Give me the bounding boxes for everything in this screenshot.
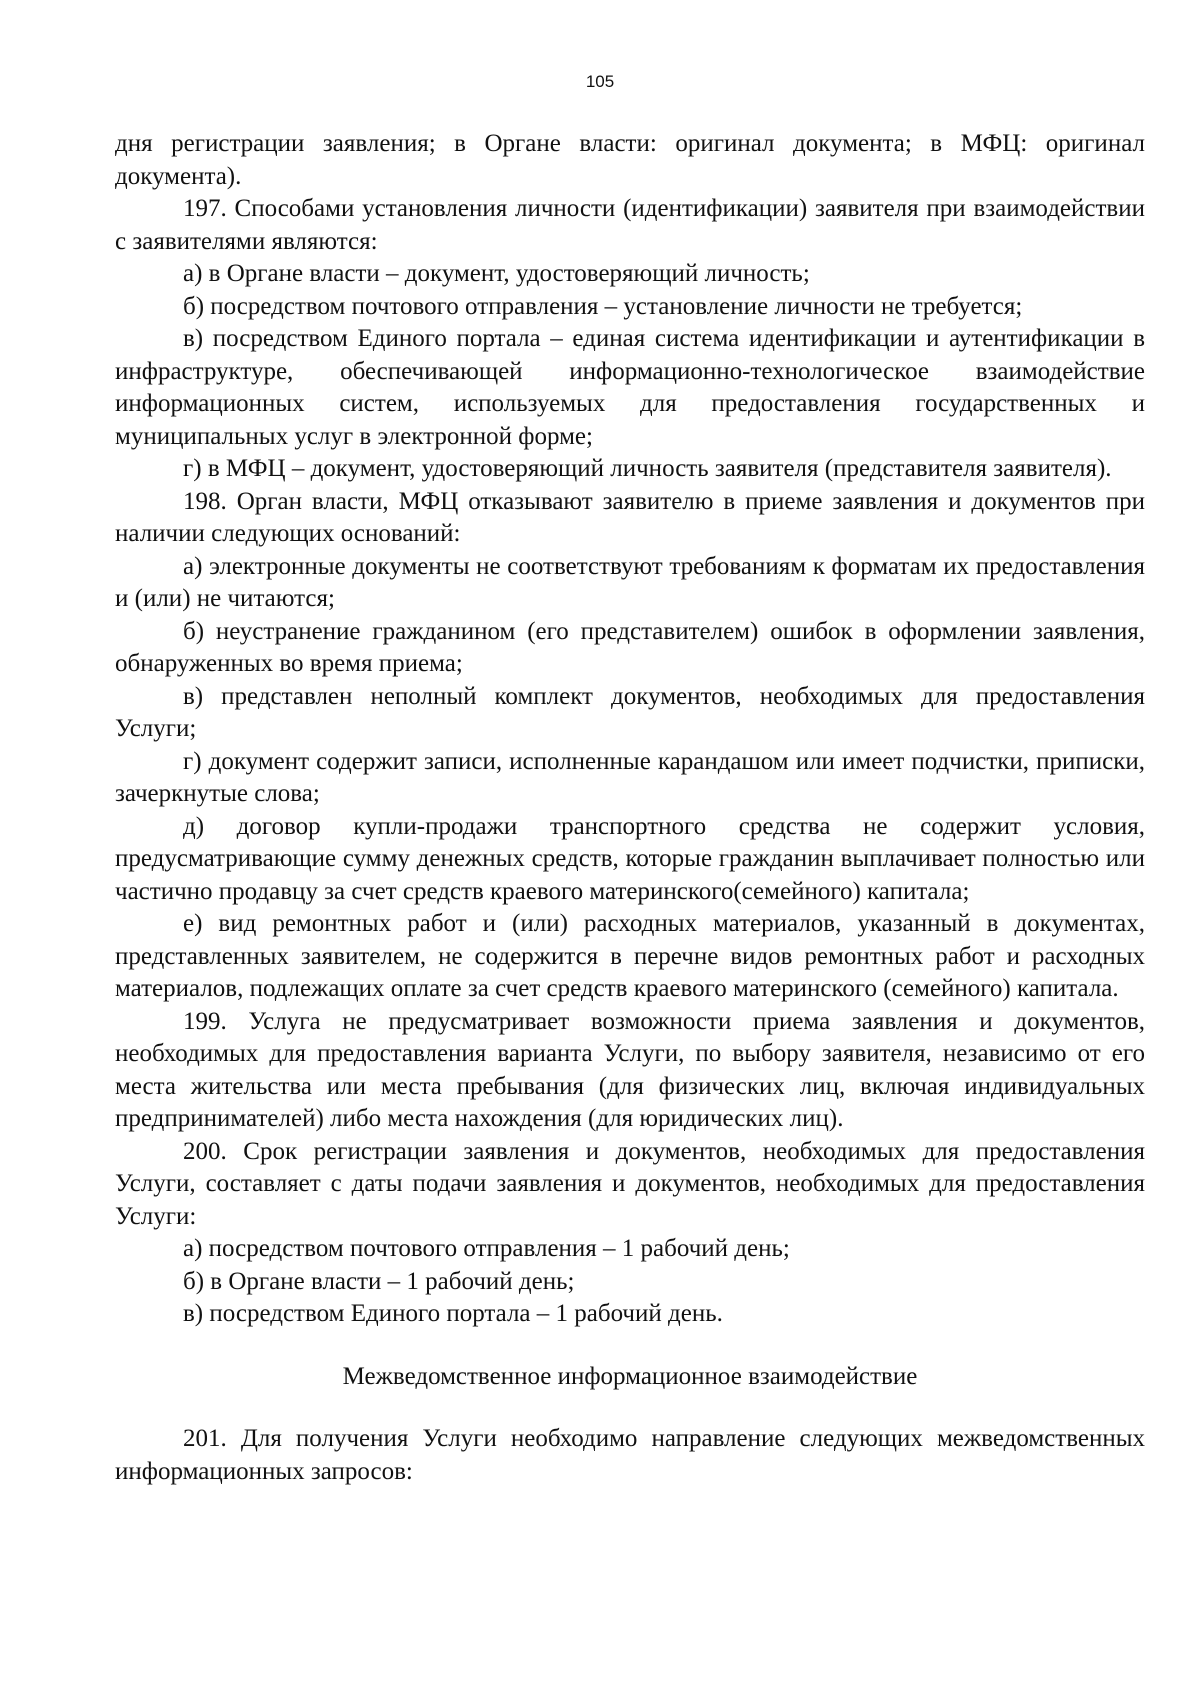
list-item-197-g: г) в МФЦ – документ, удостоверяющий личность заявителя (представителя заявителя). xyxy=(183,455,1112,482)
list-item-198-e: е) вид ремонтных работ и (или) расходных материалов, указанный в документах, представленных заявителем, не содержится в перечне видов ремонтных работ и расходных материалов, подлежащих оплате за счет средств краевого материнского (семейного) капитала. xyxy=(115,910,1145,1002)
list-item-198-v: в) представлен неполный комплект документов, необходимых для предоставления Услуги; xyxy=(115,682,1145,742)
list-item-198-d: д) договор купли-продажи транспортного средства не содержит условия, предусматривающие сумму денежных средств, которые гражданин выплачивает полностью или частично продавцу за счет средств краевого материнского(семейного) капитала; xyxy=(115,812,1145,905)
list-item-197-b: б) посредством почтового отправления – установление личности не требуется; xyxy=(183,292,1023,320)
paragraph-198: 198. Орган власти, МФЦ отказывают заявителю в приеме заявления и документов при наличии следующих оснований: xyxy=(115,487,1145,547)
list-item-200-a: а) посредством почтового отправления – 1 рабочий день; xyxy=(183,1235,790,1262)
list-item-200-v: в) посредством Единого портала – 1 рабочий день. xyxy=(183,1300,723,1327)
section-heading: Межведомственное информационное взаимодействие xyxy=(342,1362,918,1390)
document-body xyxy=(115,128,1145,1488)
list-item-198-a: а) электронные документы не соответствуют требованиям к форматам их предоставления и (или) не читаются; xyxy=(115,552,1145,612)
list-item-198-g: г) документ содержит записи, исполненные карандашом или имеет подчистки, приписки, зачеркнутые слова; xyxy=(115,747,1145,807)
page-number: 105 xyxy=(585,72,615,91)
paragraph-197: 197. Способами установления личности (идентификации) заявителя при взаимодействии с заявителями являются: xyxy=(115,195,1145,255)
paragraph-200: 200. Срок регистрации заявления и документов, необходимых для предоставления Услуги, составляет с даты подачи заявления и документов, необходимых для предоставления Услуги: xyxy=(115,1137,1145,1230)
paragraph-199: 199. Услуга не предусматривает возможности приема заявления и документов, необходимых для предоставления варианта Услуги, по выбору заявителя, независимо от его места жительства или места пребывания (для физических лиц, включая индивидуальных предпринимателей) либо места нахождения (для юридических лиц). xyxy=(115,1007,1145,1132)
paragraph-201: 201. Для получения Услуги необходимо направление следующих межведомственных информационных запросов: xyxy=(115,1425,1145,1485)
list-item-200-b: б) в Органе власти – 1 рабочий день; xyxy=(183,1267,575,1295)
list-item-197-v: в) посредством Единого портала – единая система идентификации и аутентификации в инфраструктуре, обеспечивающей информационно-технологическое взаимодействие информационных систем, используемых для предоставления государственных и муниципальных услуг в электронной форме; xyxy=(115,325,1145,450)
list-item-198-b: б) неустранение гражданином (его представителем) ошибок в оформлении заявления, обнаруженных во время приема; xyxy=(115,617,1145,677)
list-item-197-a: а) в Органе власти – документ, удостоверяющий личность; xyxy=(183,260,810,287)
paragraph-continuation: дня регистрации заявления; в Органе власти: оригинал документа; в МФЦ: оригинал документа). xyxy=(115,130,1145,190)
